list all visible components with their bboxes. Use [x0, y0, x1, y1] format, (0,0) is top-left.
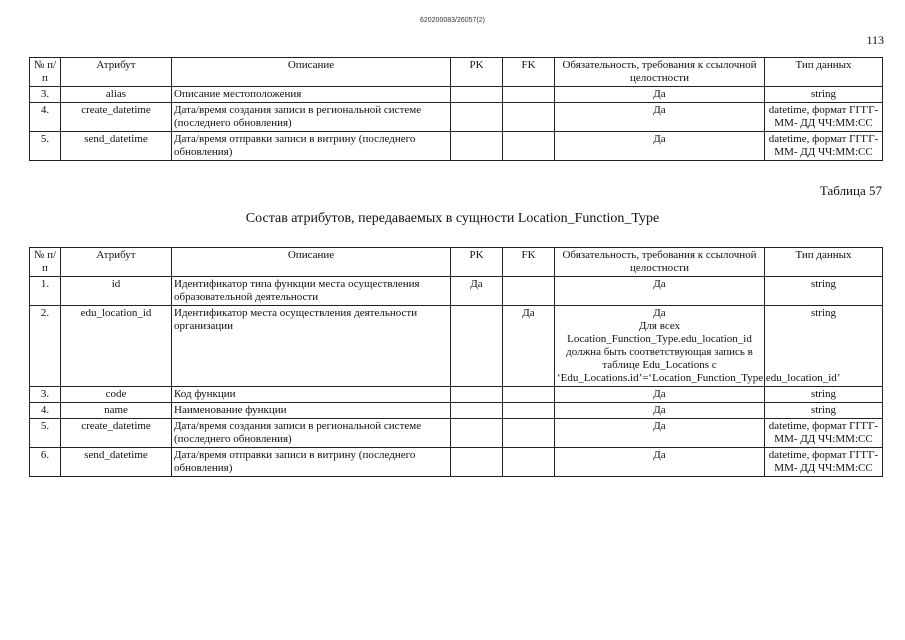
cell-pk [451, 306, 503, 387]
cell-attribute: create_datetime [61, 103, 172, 132]
table-header-row [30, 248, 883, 277]
cell-description: Описание местоположения [172, 87, 451, 103]
cell-num: 4. [30, 103, 61, 132]
cell-num: 3. [30, 87, 61, 103]
cell-fk [503, 403, 555, 419]
cell-attribute: edu_location_id [61, 306, 172, 387]
cell-fk [503, 103, 555, 132]
cell-fk: Да [503, 306, 555, 387]
header-description: Описание [172, 248, 451, 277]
cell-attribute: send_datetime [61, 132, 172, 161]
table-label: Таблица 57 [819, 183, 882, 198]
cell-num: 6. [30, 448, 61, 477]
cell-requirement: Да [555, 448, 765, 477]
cell-fk [503, 419, 555, 448]
cell-description: Наименование функции [172, 403, 451, 419]
cell-fk [503, 448, 555, 477]
table-row [30, 387, 883, 403]
document-number: 620200083/26057(2) [419, 17, 485, 24]
cell-attribute: create_datetime [61, 419, 172, 448]
cell-attribute: id [61, 277, 172, 306]
cell-pk [451, 87, 503, 103]
cell-requirement: Да [555, 403, 765, 419]
cell-pk [451, 419, 503, 448]
cell-data-type: string [765, 277, 883, 306]
cell-attribute: send_datetime [61, 448, 172, 477]
cell-pk [451, 103, 503, 132]
header-data-type: Тип данных [765, 58, 883, 87]
cell-fk [503, 87, 555, 103]
header-requirement: Обязательность, требования к ссылочной целостности [555, 248, 765, 277]
cell-data-type: string [765, 403, 883, 419]
cell-pk [451, 448, 503, 477]
cell-pk: Да [451, 277, 503, 306]
cell-description: Дата/время создания записи в региональной системе (последнего обновления) [172, 103, 451, 132]
header-description: Описание [172, 58, 451, 87]
cell-data-type: datetime, формат ГГГГ-ММ- ДД ЧЧ:ММ:СС [765, 132, 883, 161]
header-num: № п/п [30, 248, 61, 277]
cell-attribute: name [61, 403, 172, 419]
cell-description: Идентификатор места осуществления деятельности организации [172, 306, 451, 387]
cell-attribute: alias [61, 87, 172, 103]
table-row [30, 403, 883, 419]
cell-description: Дата/время отправки записи в витрину (последнего обновления) [172, 132, 451, 161]
cell-description: Идентификатор типа функции места осуществления образовательной деятельности [172, 277, 451, 306]
cell-attribute: code [61, 387, 172, 403]
header-data-type: Тип данных [765, 248, 883, 277]
table-row [30, 306, 883, 387]
cell-description: Дата/время создания записи в региональной системе (последнего обновления) [172, 419, 451, 448]
cell-requirement: Да [555, 277, 765, 306]
cell-num: 1. [30, 277, 61, 306]
table-title: Состав атрибутов, передаваемых в сущности Location_Function_Type [245, 211, 660, 226]
table-row [30, 103, 883, 132]
header-pk: PK [451, 58, 503, 87]
table-row [30, 277, 883, 306]
table-header-row [30, 58, 883, 87]
cell-pk [451, 403, 503, 419]
header-fk: FK [503, 58, 555, 87]
table-row [30, 448, 883, 477]
cell-data-type: string [765, 306, 883, 387]
header-fk: FK [503, 248, 555, 277]
cell-num: 3. [30, 387, 61, 403]
cell-fk [503, 132, 555, 161]
header-attribute: Атрибут [61, 58, 172, 87]
header-num: № п/п [30, 58, 61, 87]
cell-data-type: datetime, формат ГГГГ-ММ- ДД ЧЧ:ММ:СС [765, 448, 883, 477]
cell-num: 5. [30, 132, 61, 161]
cell-requirement: Да [555, 87, 765, 103]
header-attribute: Атрибут [61, 248, 172, 277]
cell-requirement: Да [555, 419, 765, 448]
cell-num: 4. [30, 403, 61, 419]
cell-num: 5. [30, 419, 61, 448]
page-number: 113 [866, 33, 884, 47]
cell-num: 2. [30, 306, 61, 387]
cell-data-type: string [765, 387, 883, 403]
cell-data-type: string [765, 87, 883, 103]
cell-data-type: datetime, формат ГГГГ-ММ- ДД ЧЧ:ММ:СС [765, 103, 883, 132]
cell-requirement: Да Для всех Location_Function_Type.edu_location_id должна быть соответствующая запись в таблице Edu_Locations с ‘Edu_Locations.id’=‘Location_Function_Type.edu_location_id’ [555, 306, 765, 387]
cell-fk [503, 277, 555, 306]
attributes-table-location-function-type [29, 247, 883, 477]
cell-requirement: Да [555, 103, 765, 132]
cell-fk [503, 387, 555, 403]
cell-requirement: Да [555, 387, 765, 403]
cell-pk [451, 132, 503, 161]
header-requirement: Обязательность, требования к ссылочной целостности [555, 58, 765, 87]
table-row [30, 87, 883, 103]
table-row [30, 132, 883, 161]
header-pk: PK [451, 248, 503, 277]
table-row [30, 419, 883, 448]
cell-requirement: Да [555, 132, 765, 161]
cell-pk [451, 387, 503, 403]
cell-data-type: datetime, формат ГГГГ-ММ- ДД ЧЧ:ММ:СС [765, 419, 883, 448]
attributes-table-continued [29, 57, 883, 161]
cell-description: Код функции [172, 387, 451, 403]
cell-description: Дата/время отправки записи в витрину (последнего обновления) [172, 448, 451, 477]
